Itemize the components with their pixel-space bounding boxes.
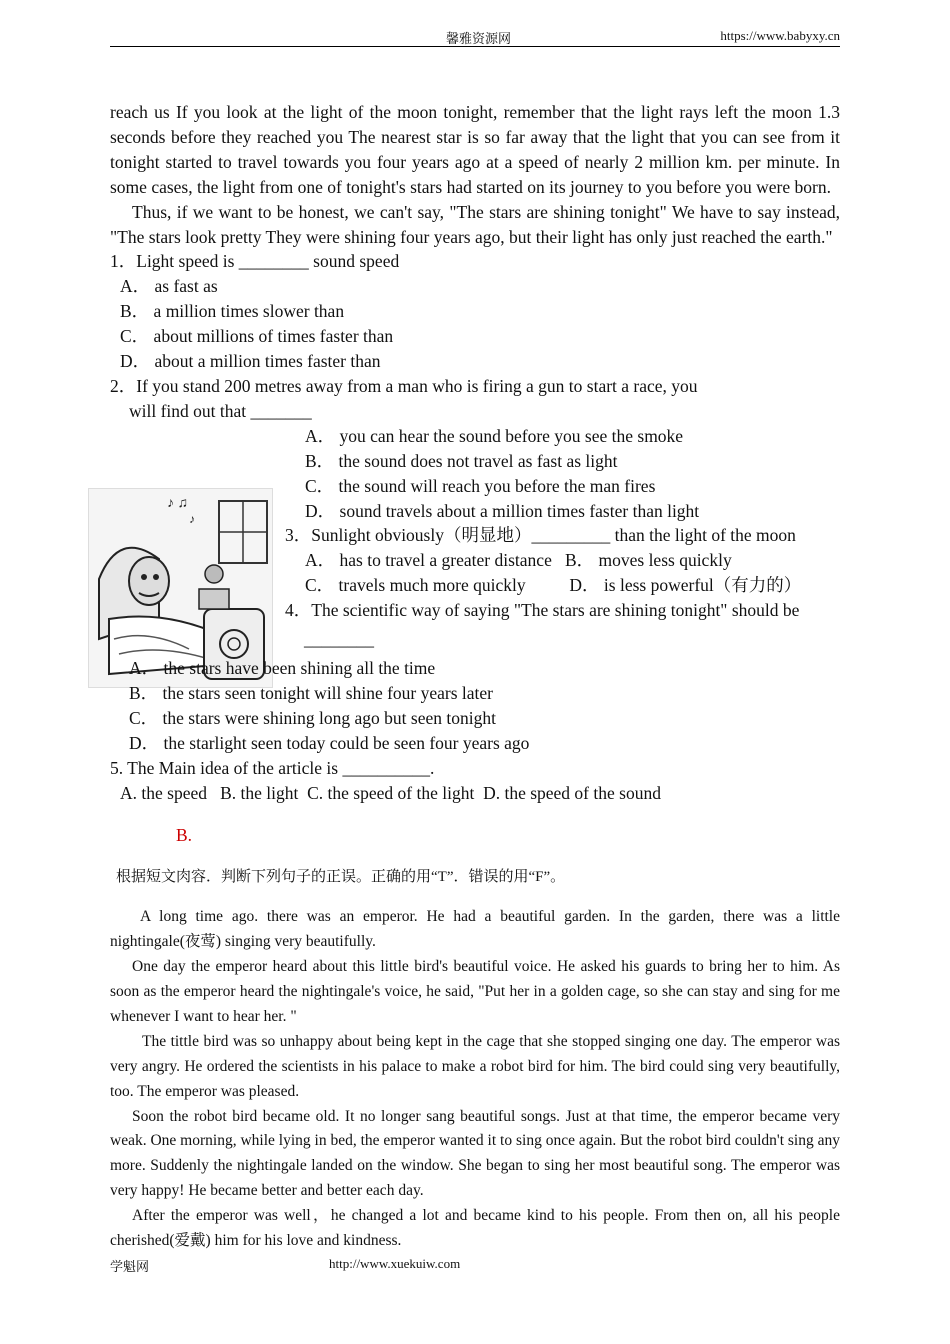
document-body bbox=[110, 100, 840, 1254]
question-1: 1．Light speed is ________ sound speed bbox=[110, 251, 400, 272]
footer-url[interactable]: http://www.xuekuiw.com bbox=[329, 1256, 461, 1271]
true-false-instruction: 根据短文肉容．判断下列句子的正误。正确的用“T”．错误的用“F”。 bbox=[116, 869, 566, 886]
q5-options: A. the speed B. the light C. the speed of the light D. the speed of the sound bbox=[120, 782, 661, 803]
header-site-name: 馨雅资源网 bbox=[446, 31, 512, 46]
q1-option-b: B． a million times slower than bbox=[120, 301, 345, 322]
question-5: 5. The Main idea of the article is __________. bbox=[110, 757, 435, 778]
passage2-paragraph-2: One day the emperor heard about this little bird's beautiful voice. He asked his guards to bring her to him. As soon as the emperor heard the nightingale's voice, he said, "Put her in a golden cage, so she can stay and sing for me whenever I want to hear her. " bbox=[110, 958, 840, 1025]
page-header bbox=[110, 26, 840, 47]
answer-key: B. bbox=[176, 824, 193, 845]
question-4-line-1: 4．The scientific way of saying "The stars are shining tonight" should be bbox=[285, 600, 800, 621]
header-url[interactable]: https://www.babyxy.cn bbox=[720, 28, 840, 43]
q4-option-c: C． the stars were shining long ago but seen tonight bbox=[129, 707, 496, 728]
question-3: 3．Sunlight obviously（明显地）_________ than the light of the moon bbox=[285, 525, 796, 546]
q4-option-d: D． the starlight seen today could be seen four years ago bbox=[129, 732, 530, 753]
q4-option-b: B． the stars seen tonight will shine four years later bbox=[129, 682, 494, 703]
footer-site-name: 学魁网 bbox=[110, 1259, 150, 1274]
q4-option-a: A． the stars have been shining all the time bbox=[129, 658, 436, 679]
passage2-paragraph-3: The tittle bird was so unhappy about being kept in the cage that she stopped singing one day. The emperor was very angry. He ordered the scientists in his palace to make a robot bird for him. The bird could sing very beautifully, too. The emperor was pleased. bbox=[110, 1032, 840, 1100]
question-2-line-1: 2．If you stand 200 metres away from a man who is firing a gun to start a race, you bbox=[110, 375, 698, 396]
q2-option-a: A． you can hear the sound before you see the smoke bbox=[305, 425, 684, 446]
q3-options-ab: A． has to travel a greater distance B． moves less quickly bbox=[305, 550, 732, 571]
passage1-paragraph-1: reach us If you look at the light of the moon tonight, remember that the light rays left the moon 1.3 seconds before they reached you The nearest star is so far away that the light that you can see from it tonight started to travel towards you four years ago at a speed of nearly 2 million km. per minute. In some cases, the light from one of tonight's stars had started on its journey to you before you were born. bbox=[110, 102, 840, 197]
q2-option-b: B． the sound does not travel as fast as light bbox=[305, 450, 618, 471]
svg-text:♪: ♪ bbox=[189, 512, 195, 526]
q2-option-c: C． the sound will reach you before the man fires bbox=[305, 475, 656, 496]
passage2-paragraph-4: Soon the robot bird became old. It no longer sang beautiful songs. Just at that time, the emperor became very weak. One morning, while lying in bed, the emperor wanted it to sing once again. But the robot bird couldn't sing any more. Suddenly the nightingale landed on the window. She began to sing her most beautiful song. The emperor was very happy! He became better and better each day. bbox=[110, 1107, 840, 1200]
q1-option-c: C． about millions of times faster than bbox=[120, 326, 394, 347]
q1-option-a: A． as fast as bbox=[120, 276, 218, 297]
question-4-line-2: ________ bbox=[304, 629, 374, 650]
q3-options-cd: C． travels much more quickly D． is less powerful（有力的） bbox=[305, 575, 802, 596]
passage2-paragraph-1: A long time ago. there was an emperor. He had a beautiful garden. In the garden, there was a little nightingale(夜莺) singing very beautifully. bbox=[110, 908, 840, 951]
q1-option-d: D． about a million times faster than bbox=[120, 351, 381, 372]
passage1-paragraph-2: Thus, if we want to be honest, we can't say, "The stars are shining tonight" We have to say instead, "The stars look pretty They were shining four years ago, but their light has only just reached the earth." bbox=[110, 201, 840, 247]
passage2-paragraph-5: After the emperor was well，he changed a lot and became kind to his people. From then on, all his people cherished(爱戴) him for his love and kindness. bbox=[110, 1207, 840, 1250]
q2-option-d: D． sound travels about a million times faster than light bbox=[305, 500, 700, 521]
svg-text:♪ ♫: ♪ ♫ bbox=[167, 496, 188, 511]
question-2-line-2: will find out that _______ bbox=[129, 400, 312, 421]
